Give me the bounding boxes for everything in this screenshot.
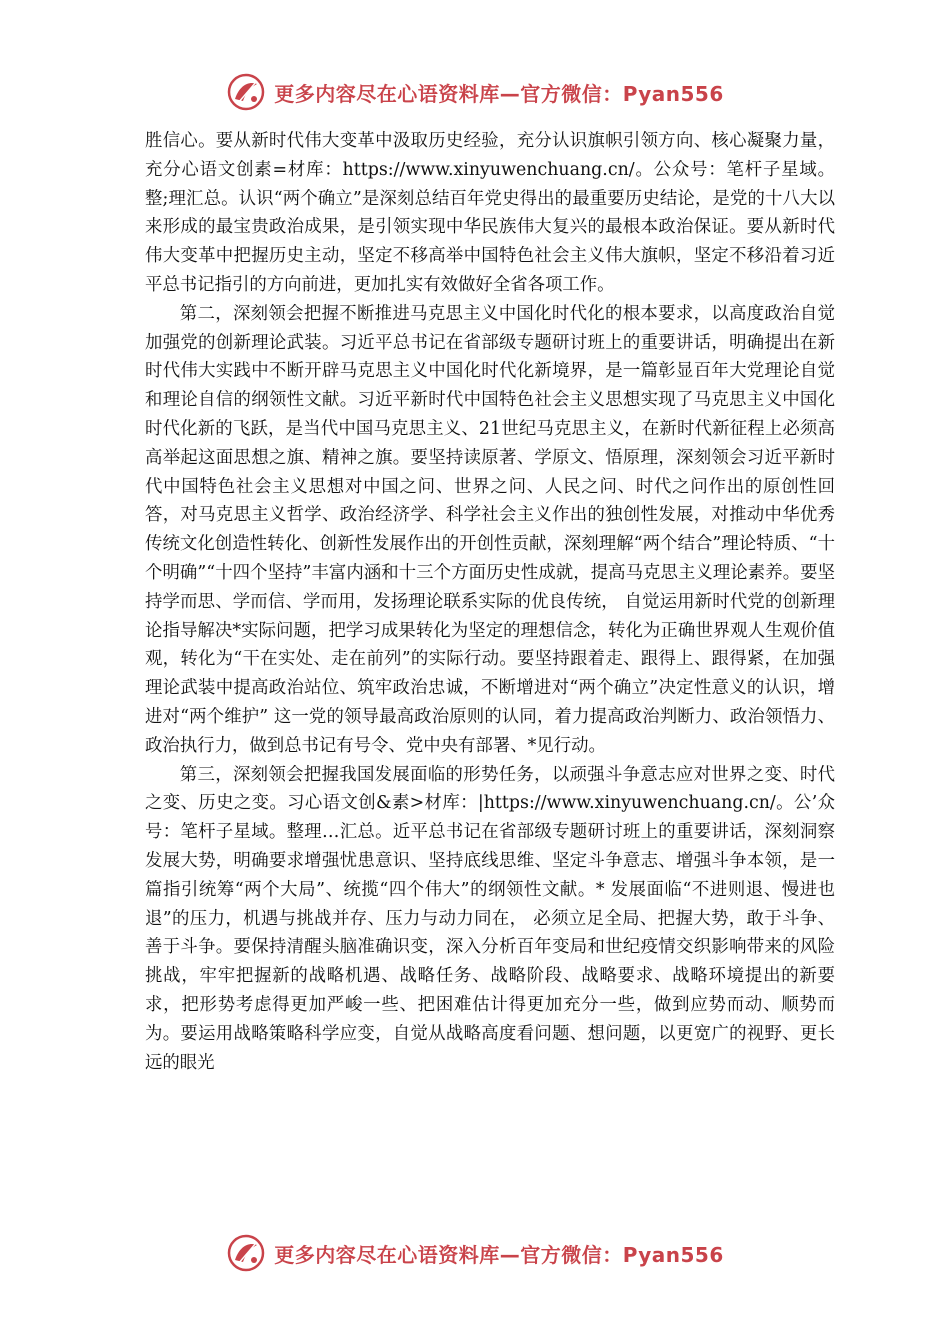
- footer-banner: [0, 1228, 950, 1278]
- footer-banner-text: 更多内容尽在心语资料库—官方微信：Pyan556: [274, 1242, 724, 1267]
- header-banner: [0, 67, 950, 117]
- brand-logo-icon: [226, 72, 266, 112]
- paragraph-third-point: 第三，深刻领会把握我国发展面临的形势任务，以顽强斗争意志应对世界之变、时代之变、历史之变。习心语文创&素>材库：|https://www.xinyuwenchuang.cn/。公’众号：笔杆子星域。整理…汇总。近平总书记在省部级专题研讨班上的重要讲话，深刻洞察发展大势，明确要求增强忧患意识、坚持底线思维、坚定斗争意志、增强斗争本领，是一篇指引统筹“两个大局”、统揽“四个伟大”的纲领性文献。* 发展面临“不进则退、慢进也退”的压力，机遇与挑战并存、压力与动力同在， 必须立足全局、把握大势，敢于斗争、善于斗争。要保持清醒头脑准确识变，深入分析百年变局和世纪疫情交织影响带来的风险挑战，牢牢把握新的战略机遇、战略任务、战略阶段、战略要求、战略环境提出的新要求，把形势考虑得更加严峻一些、把困难估计得更加充分一些，做到应势而动、顺势而为。要运用战略策略科学应变，自觉从战略高度看问题、想问题，以更宽广的视野、更长远的眼光: [145, 764, 835, 1073]
- paragraph-continuation: 胜信心。要从新时代伟大变革中汲取历史经验，充分认识旗帜引领方向、核心凝聚力量，充分心语文创素=材库：https://www.xinyuwenchuang.cn/。公众号：笔杆子星域。整;理汇总。认识“两个确立”是深刻总结百年党史得出的最重要历史结论，是党的十八大以来形成的最宝贵政治成果，是引领实现中华民族伟大复兴的最根本政治保证。要从新时代伟大变革中把握历史主动，坚定不移高举中国特色社会主义伟大旗帜，坚定不移沿着习近平总书记指引的方向前进，更加扎实有效做好全省各项工作。: [145, 131, 835, 295]
- brand-logo-icon: [226, 1233, 266, 1273]
- paragraph-second-point: 第二，深刻领会把握不断推进马克思主义中国化时代化的根本要求，以高度政治自觉加强党的创新理论武装。习近平总书记在省部级专题研讨班上的重要讲话，明确提出在新时代伟大实践中不断开辟马克思主义中国化时代化新境界，是一篇彰显百年大党理论自觉和理论自信的纲领性文献。习近平新时代中国特色社会主义思想实现了马克思主义中国化时代化新的飞跃，是当代中国马克思主义、21世纪马克思主义，在新时代新征程上必须高高举起这面思想之旗、精神之旗。要坚持读原著、学原文、悟原理，深刻领会习近平新时代中国特色社会主义思想对中国之问、世界之问、人民之问、时代之问作出的原创性回答，对马克思主义哲学、政治经济学、科学社会主义作出的独创性发展，对推动中华优秀传统文化创造性转化、创新性发展作出的开创性贡献，深刻理解“两个结合”理论特质、“十个明确”“十四个坚持”丰富内涵和十三个方面历史性成就，提高马克思主义理论素养。要坚持学而思、学而信、学而用，发扬理论联系实际的优良传统， 自觉运用新时代党的创新理论指导解决*实际问题，把学习成果转化为坚定的理想信念，转化为正确世界观人生观价值观，转化为“干在实处、走在前列”的实际行动。要坚持跟着走、跟得上、跟得紧，在加强理论武装中提高政治站位、筑牢政治忠诚，不断增进对“两个确立”决定性意义的认识，增进对“两个维护” 这一党的领导最高政治原则的认同，着力提高政治判断力、政治领悟力、政治执行力，做到总书记有号令、党中央有部署、*见行动。: [145, 303, 835, 756]
- document-body: [145, 127, 835, 1077]
- header-banner-text: 更多内容尽在心语资料库—官方微信：Pyan556: [274, 81, 724, 106]
